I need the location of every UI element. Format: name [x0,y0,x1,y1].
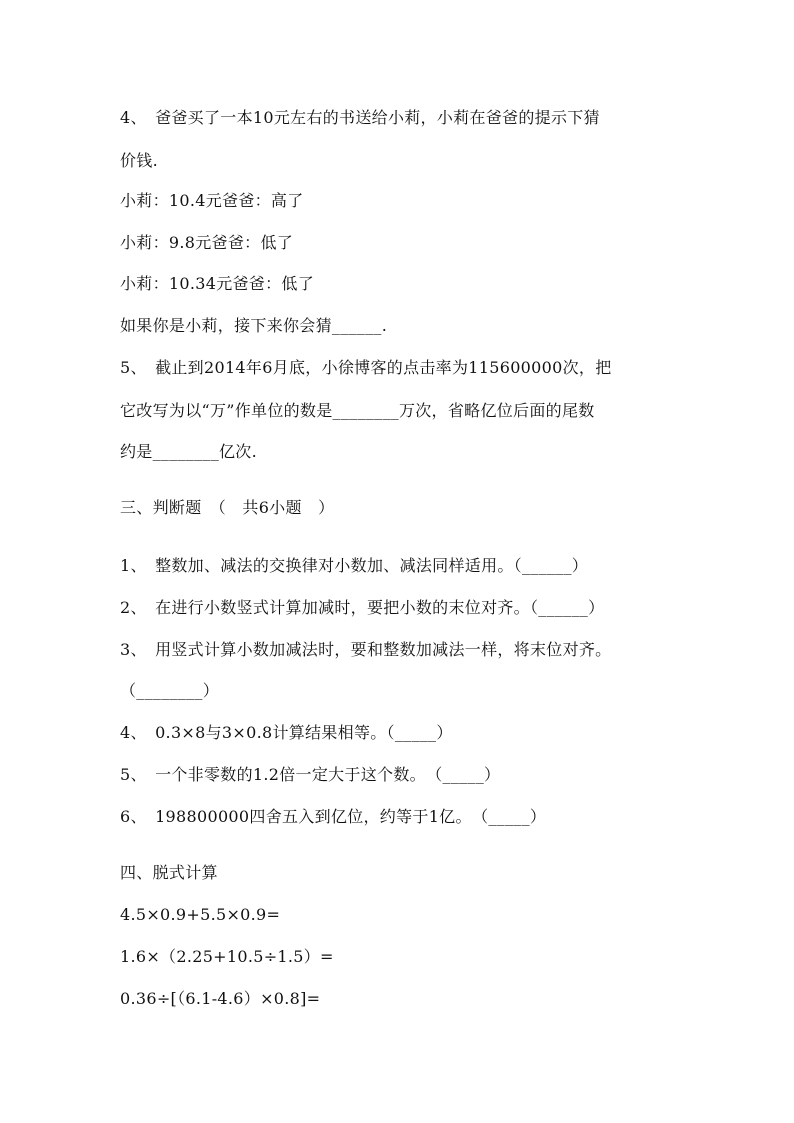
q5-text-line-2: 它改写为以“万”作单位的数是________万次，省略亿位后面的尾数 [120,401,595,420]
judgment-item-6: 6、 198800000四舍五入到亿位，约等于1亿。 （_____） [120,807,547,826]
section3-heading: 三、判断题 （ 共6小题 ） [120,498,335,517]
judgment-item-2: 2、 在进行小数竖式计算加减时，要把小数的末位对齐。（______） [120,598,605,617]
calc-item-1: 4.5×0.9+5.5×0.9= [120,905,281,924]
q4-text-line-3: 小莉：10.4元爸爸：高了 [120,191,304,210]
judgment-item-4: 4、 0.3×8与3×0.8计算结果相等。（_____） [120,723,453,742]
calc-item-2: 1.6×（2.25+10.5÷1.5）= [120,947,334,966]
judgment-item-3-blank: （________） [120,681,219,700]
q4-text-line-2: 价钱. [120,151,158,170]
q4-text-line-5: 小莉：10.34元爸爸：低了 [120,274,315,293]
q4-text-line-6: 如果你是小莉，接下来你会猜______. [120,316,388,335]
q5-text-line-1: 5、 截止到2014年6月底，小徐博客的点击率为115600000次，把 [120,358,612,377]
calc-item-3: 0.36÷[（6.1-4.6）×0.8]= [120,989,321,1008]
judgment-item-3: 3、 用竖式计算小数加减法时，要和整数加减法一样，将末位对齐。 [120,640,612,659]
q5-text-line-3: 约是________亿次. [120,442,257,461]
section4-heading: 四、脱式计算 [120,863,218,882]
q4-text-line-1: 4、 爸爸买了一本10元左右的书送给小莉，小莉在爸爸的提示下猜 [120,108,600,127]
judgment-item-5: 5、 一个非零数的1.2倍一定大于这个数。 （_____） [120,765,501,784]
judgment-item-1: 1、 整数加、减法的交换律对小数加、减法同样适用。（______） [120,556,589,575]
q4-text-line-4: 小莉：9.8元爸爸：低了 [120,233,294,252]
